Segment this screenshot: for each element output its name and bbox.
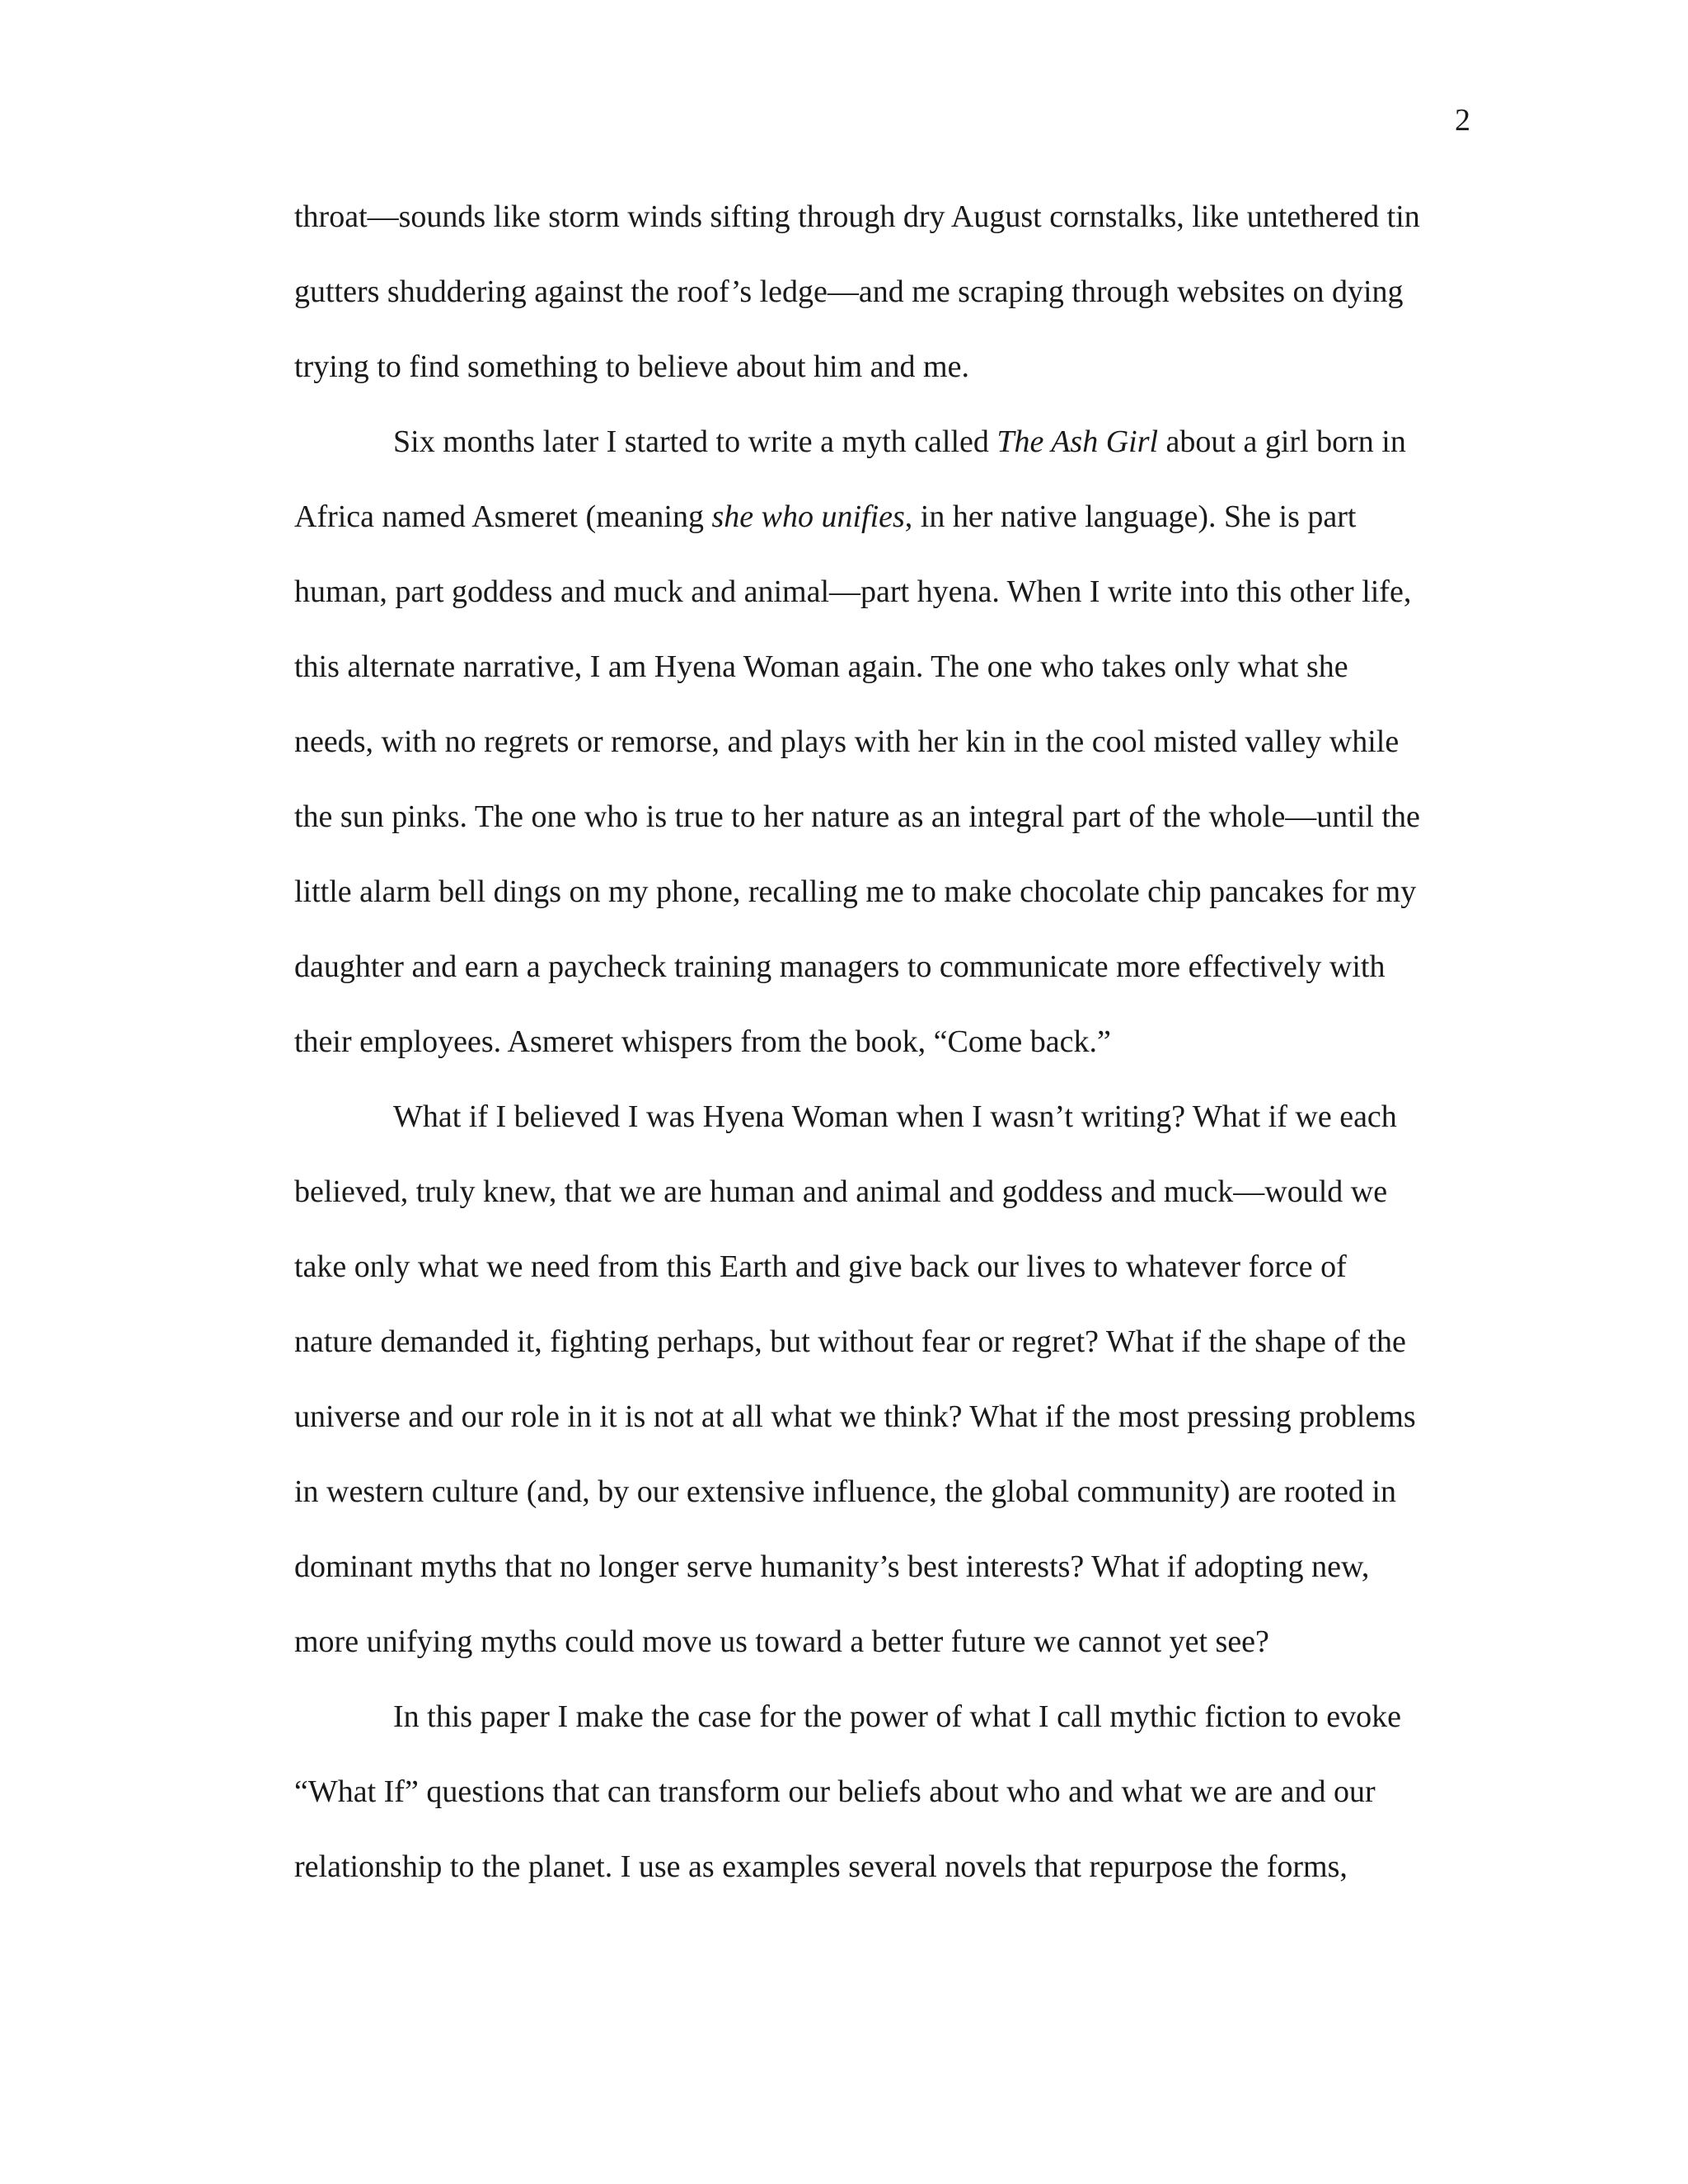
text-line: relationship to the planet. I use as examples several novels that repurpose the forms, bbox=[294, 1849, 1348, 1884]
text-line: nature demanded it, fighting perhaps, but without fear or regret? What if the shape of the bbox=[294, 1324, 1406, 1359]
text-line: more unifying myths could move us toward a better future we cannot yet see? bbox=[294, 1624, 1269, 1659]
paragraph-start-line: In this paper I make the case for the power of what I call mythic fiction to evoke bbox=[393, 1699, 1401, 1734]
text-line: in western culture (and, by our extensive influence, the global community) are rooted in bbox=[294, 1474, 1396, 1509]
name-meaning: she who unifies bbox=[711, 499, 905, 534]
text-line: this alternate narrative, I am Hyena Woman again. The one who takes only what she bbox=[294, 649, 1348, 684]
text-run: , in her native language). She is part bbox=[904, 499, 1357, 534]
text-run: Six months later I started to write a myth called bbox=[393, 424, 997, 459]
text-line: trying to find something to believe about him and me. bbox=[294, 349, 969, 384]
text-line: believed, truly knew, that we are human and animal and goddess and muck—would we bbox=[294, 1174, 1388, 1209]
text-line: daughter and earn a paycheck training managers to communicate more effectively with bbox=[294, 949, 1386, 984]
body-text bbox=[294, 195, 1478, 1920]
text-line: needs, with no regrets or remorse, and plays with her kin in the cool misted valley while bbox=[294, 724, 1400, 759]
text-line bbox=[294, 495, 1478, 570]
text-line: little alarm bell dings on my phone, recalling me to make chocolate chip pancakes for my bbox=[294, 874, 1417, 909]
text-line: take only what we need from this Earth and give back our lives to whatever force of bbox=[294, 1249, 1347, 1284]
text-line: their employees. Asmeret whispers from the book, “Come back.” bbox=[294, 1024, 1111, 1059]
text-line: gutters shuddering against the roof’s ledge—and me scraping through websites on dying bbox=[294, 274, 1404, 309]
book-title: The Ash Girl bbox=[996, 424, 1159, 459]
text-line: human, part goddess and muck and animal—part hyena. When I write into this other life, bbox=[294, 574, 1412, 609]
text-run: Africa named Asmeret (meaning bbox=[294, 499, 712, 534]
text-line: “What If” questions that can transform our beliefs about who and what we are and our bbox=[294, 1774, 1376, 1809]
text-line: throat—sounds like storm winds sifting through dry August cornstalks, like untethered tin bbox=[294, 199, 1420, 234]
paragraph-start-line: What if I believed I was Hyena Woman when I wasn’t writing? What if we each bbox=[393, 1099, 1397, 1134]
text-line: the sun pinks. The one who is true to her nature as an integral part of the whole—until the bbox=[294, 799, 1420, 834]
text-line: dominant myths that no longer serve humanity’s best interests? What if adopting new, bbox=[294, 1549, 1370, 1584]
page-number: 2 bbox=[1455, 103, 1470, 138]
paragraph-start-line bbox=[294, 420, 1478, 495]
text-run: about a girl born in bbox=[1158, 424, 1406, 459]
text-line: universe and our role in it is not at all what we think? What if the most pressing problems bbox=[294, 1399, 1416, 1434]
